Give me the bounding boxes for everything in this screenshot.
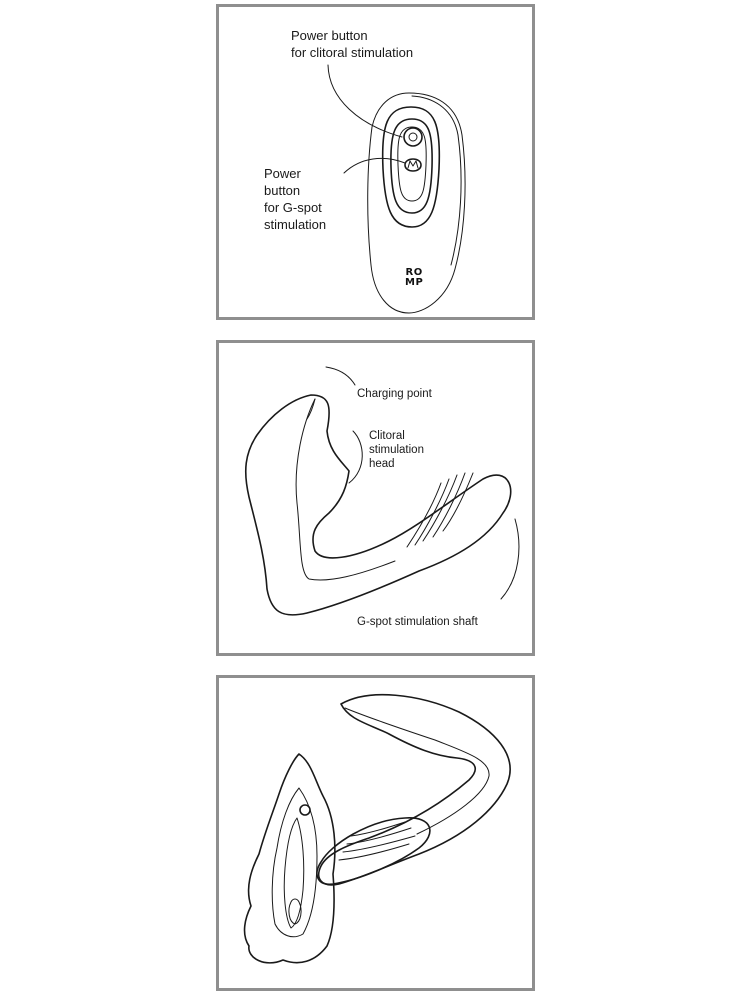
usage-illustration: [219, 678, 532, 988]
device-panel: [216, 340, 535, 656]
gspot-button-label: Power button for G-spot stimulation: [264, 166, 327, 232]
brand-logo: [405, 268, 423, 288]
clitoral-head-label: Clitoral stimulation head: [369, 430, 424, 470]
gspot-shaft-label: G-spot stimulation shaft: [357, 616, 478, 628]
clitoral-button-label: Power button for clitoral stimulation: [291, 28, 414, 60]
charging-point-label: Charging point: [357, 388, 432, 400]
brand-logo-line-2: MP: [405, 277, 424, 288]
brand-logo-line-1: RO: [405, 267, 423, 278]
remote-panel: [216, 4, 535, 320]
usage-panel: [216, 675, 535, 991]
